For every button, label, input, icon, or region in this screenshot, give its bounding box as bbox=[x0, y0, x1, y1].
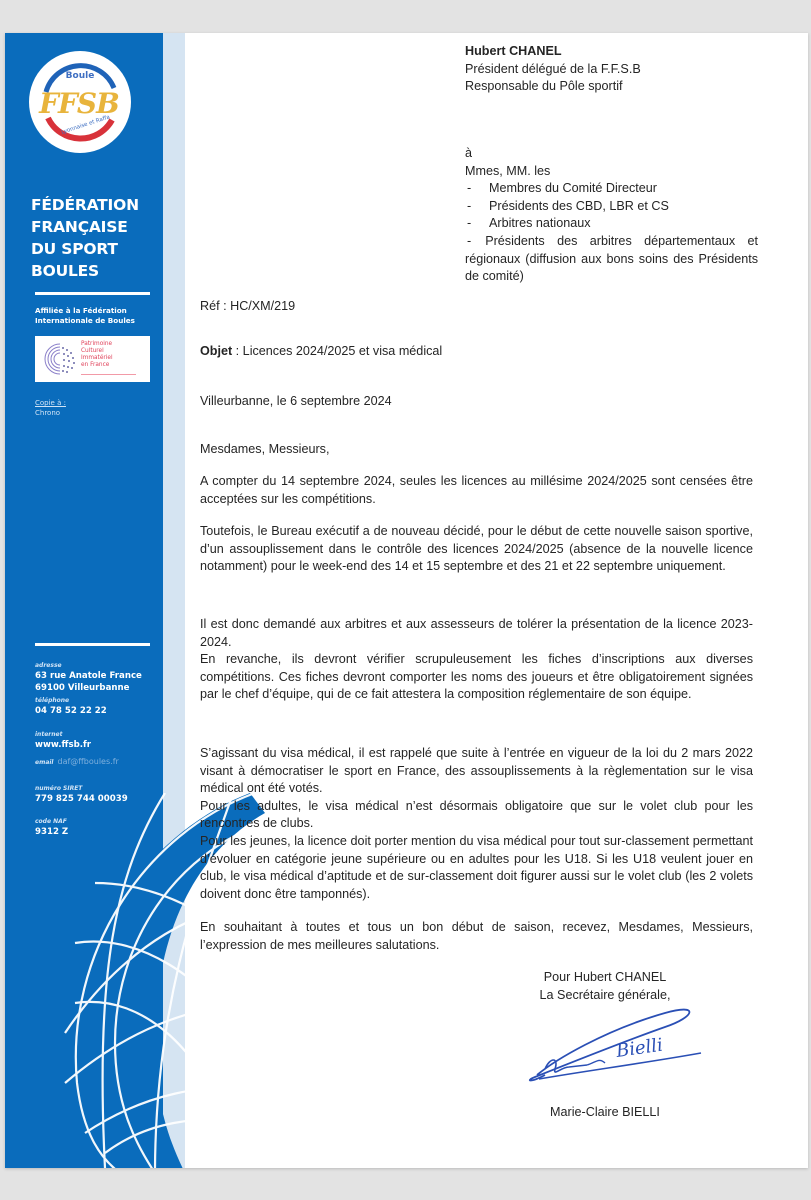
sender-role: Responsable du Pôle sportif bbox=[465, 79, 623, 94]
paragraph-text: En revanche, ils devront vérifier scrupuleusement les fiches d’inscriptions aux diverses compétitions. Ces fiches devront comporter les noms des joueurs et être obligatoirement signées par le chef d’équipe, qui de ce fait attestera la composition réglementaire de son équipe. bbox=[200, 652, 753, 702]
recipient-item-text: Membres du Comité Directeur bbox=[489, 181, 657, 196]
recipient-item-text: Arbitres nationaux bbox=[489, 216, 591, 231]
contact-address bbox=[35, 661, 142, 694]
on-behalf-of: Pour Hubert CHANEL bbox=[543, 970, 667, 984]
heritage-line: en France bbox=[81, 362, 110, 368]
sender-title: Président délégué de la F.F.S.B bbox=[465, 61, 641, 76]
siret-label: numéro SIRET bbox=[35, 785, 83, 792]
signer-title: La Secrétaire générale, bbox=[539, 987, 671, 1002]
website-link[interactable]: www.ffsb.fr bbox=[35, 740, 92, 750]
naf-value: 9312 Z bbox=[35, 827, 69, 837]
heritage-text bbox=[81, 341, 113, 369]
recipient-item: - Arbitres nationaux bbox=[465, 215, 758, 233]
divider bbox=[35, 643, 150, 646]
paragraph-text: Il est donc demandé aux arbitres et aux assesseurs de tolérer la présentation de la licence 2023-2024. bbox=[200, 617, 753, 649]
signature-block bbox=[505, 969, 705, 1004]
copy-to-label: Copie à : bbox=[35, 399, 66, 407]
recipients-intro: Mmes, MM. les bbox=[465, 163, 551, 178]
svg-text:FFSB: FFSB bbox=[39, 87, 119, 120]
svg-text:Bielli: Bielli bbox=[614, 1034, 665, 1062]
contact-email bbox=[35, 757, 119, 766]
copy-to-value: Chrono bbox=[35, 409, 61, 417]
ffsb-logo-icon bbox=[28, 50, 132, 154]
affiliation-text bbox=[35, 306, 160, 326]
federation-name-line: FÉDÉRATION bbox=[31, 196, 139, 214]
sender-name: Hubert CHANEL bbox=[465, 44, 562, 58]
paragraph bbox=[200, 616, 753, 704]
address-line: 63 rue Anatole France bbox=[35, 671, 142, 681]
affiliation-line: Internationale de Boules bbox=[35, 316, 135, 325]
recipient-item-text: Présidents des arbitres départementaux et régionaux (diffusion aux bons soins des Présidents de comité) bbox=[465, 233, 758, 284]
heritage-badge bbox=[35, 336, 150, 382]
svg-text:Boule: Boule bbox=[65, 71, 95, 81]
email-link[interactable]: daf@ffboules.fr bbox=[57, 757, 119, 766]
place-date: Villeurbanne, le 6 septembre 2024 bbox=[200, 394, 392, 408]
federation-name-line: FRANÇAISE bbox=[31, 218, 128, 236]
paragraph: A compter du 14 septembre 2024, seules les licences au millésime 2024/2025 sont censées être acceptées sur les compétitions. bbox=[200, 474, 753, 506]
siret-value: 779 825 744 00039 bbox=[35, 794, 128, 804]
recipient-item: - Présidents des arbitres départementaux et régionaux (diffusion aux bons soins des Présidents de comité) bbox=[465, 233, 758, 284]
address-line: 69100 Villeurbanne bbox=[35, 683, 130, 693]
federation-name-line: DU SPORT bbox=[31, 240, 118, 258]
divider bbox=[35, 292, 150, 295]
paragraph bbox=[200, 745, 753, 903]
website-label: internet bbox=[35, 731, 63, 738]
object-text: : Licences 2024/2025 et visa médical bbox=[232, 344, 443, 358]
paragraph: En souhaitant à toutes et tous un bon début de saison, recevez, Mesdames, Messieurs, l’expression de mes meilleures salutations. bbox=[200, 920, 753, 952]
heritage-line: Patrimoine bbox=[81, 341, 113, 347]
recipient-item-text: Présidents des CBD, LBR et CS bbox=[489, 198, 669, 213]
heritage-line: Culturel bbox=[81, 348, 104, 354]
address-label: adresse bbox=[35, 662, 62, 669]
recipient-item: - Membres du Comité Directeur bbox=[465, 180, 758, 198]
salutation: Mesdames, Messieurs, bbox=[200, 442, 330, 456]
recipients-block bbox=[465, 145, 758, 286]
federation-name bbox=[31, 194, 161, 282]
recipient-item: - Présidents des CBD, LBR et CS bbox=[465, 198, 758, 216]
contact-website bbox=[35, 730, 91, 751]
naf-label: code NAF bbox=[35, 818, 67, 825]
signer-name: Marie-Claire BIELLI bbox=[550, 1105, 660, 1119]
paragraph: Toutefois, le Bureau exécutif a de nouveau décidé, pour le début de cette nouvelle saison sportive, d’un assouplissement dans le contrôle des licences 2024/2025 (absence de la nouvelle licence notamment) pour le week-end des 14 et 15 septembre et des 21 et 22 septembre uniquement. bbox=[200, 524, 753, 574]
sender-block bbox=[465, 43, 795, 96]
recipients-to: à bbox=[465, 146, 473, 160]
reference: Réf : HC/XM/219 bbox=[200, 299, 296, 313]
federation-name-line: BOULES bbox=[31, 262, 100, 280]
copy-to bbox=[35, 398, 66, 418]
phone-value: 04 78 52 22 22 bbox=[35, 706, 107, 716]
paragraph-text: Pour les jeunes, la licence doit porter mention du visa médical pour tout sur-classement permettant d’évoluer en catégorie jeune supérieure ou en adultes pour les U18. Si les U18 veulent jouer en club, le visa médical d’aptitude et de sur-classement doit figurer aussi sur le volet club (les 2 volets doivent donc être tamponnés). bbox=[200, 833, 753, 901]
heritage-subline bbox=[81, 374, 136, 375]
contact-phone bbox=[35, 696, 107, 717]
heritage-dots-icon bbox=[41, 340, 79, 378]
paragraph-text: Pour les adultes, le visa médical n’est désormais obligatoire que sur le volet club pour les rencontres de clubs. bbox=[200, 798, 753, 831]
paragraph-text: S’agissant du visa médical, il est rappelé que suite à l’entrée en vigueur de la loi du 2 mars 2022 visant à démocratiser le sport en France, des assouplissements à la règlementation sur le visa médical ont été votés. bbox=[200, 746, 753, 796]
affiliation-line: Affiliée à la Fédération bbox=[35, 306, 127, 315]
handwritten-signature-icon bbox=[525, 1005, 705, 1085]
object-line bbox=[200, 343, 442, 361]
letter-page bbox=[5, 33, 808, 1168]
object-label: Objet bbox=[200, 344, 233, 358]
svg-text:Lyonnaise et Raffa: Lyonnaise et Raffa bbox=[60, 114, 111, 136]
phone-label: téléphone bbox=[35, 697, 70, 704]
email-label: email bbox=[35, 759, 54, 766]
heritage-line: Immatériel bbox=[81, 355, 113, 361]
